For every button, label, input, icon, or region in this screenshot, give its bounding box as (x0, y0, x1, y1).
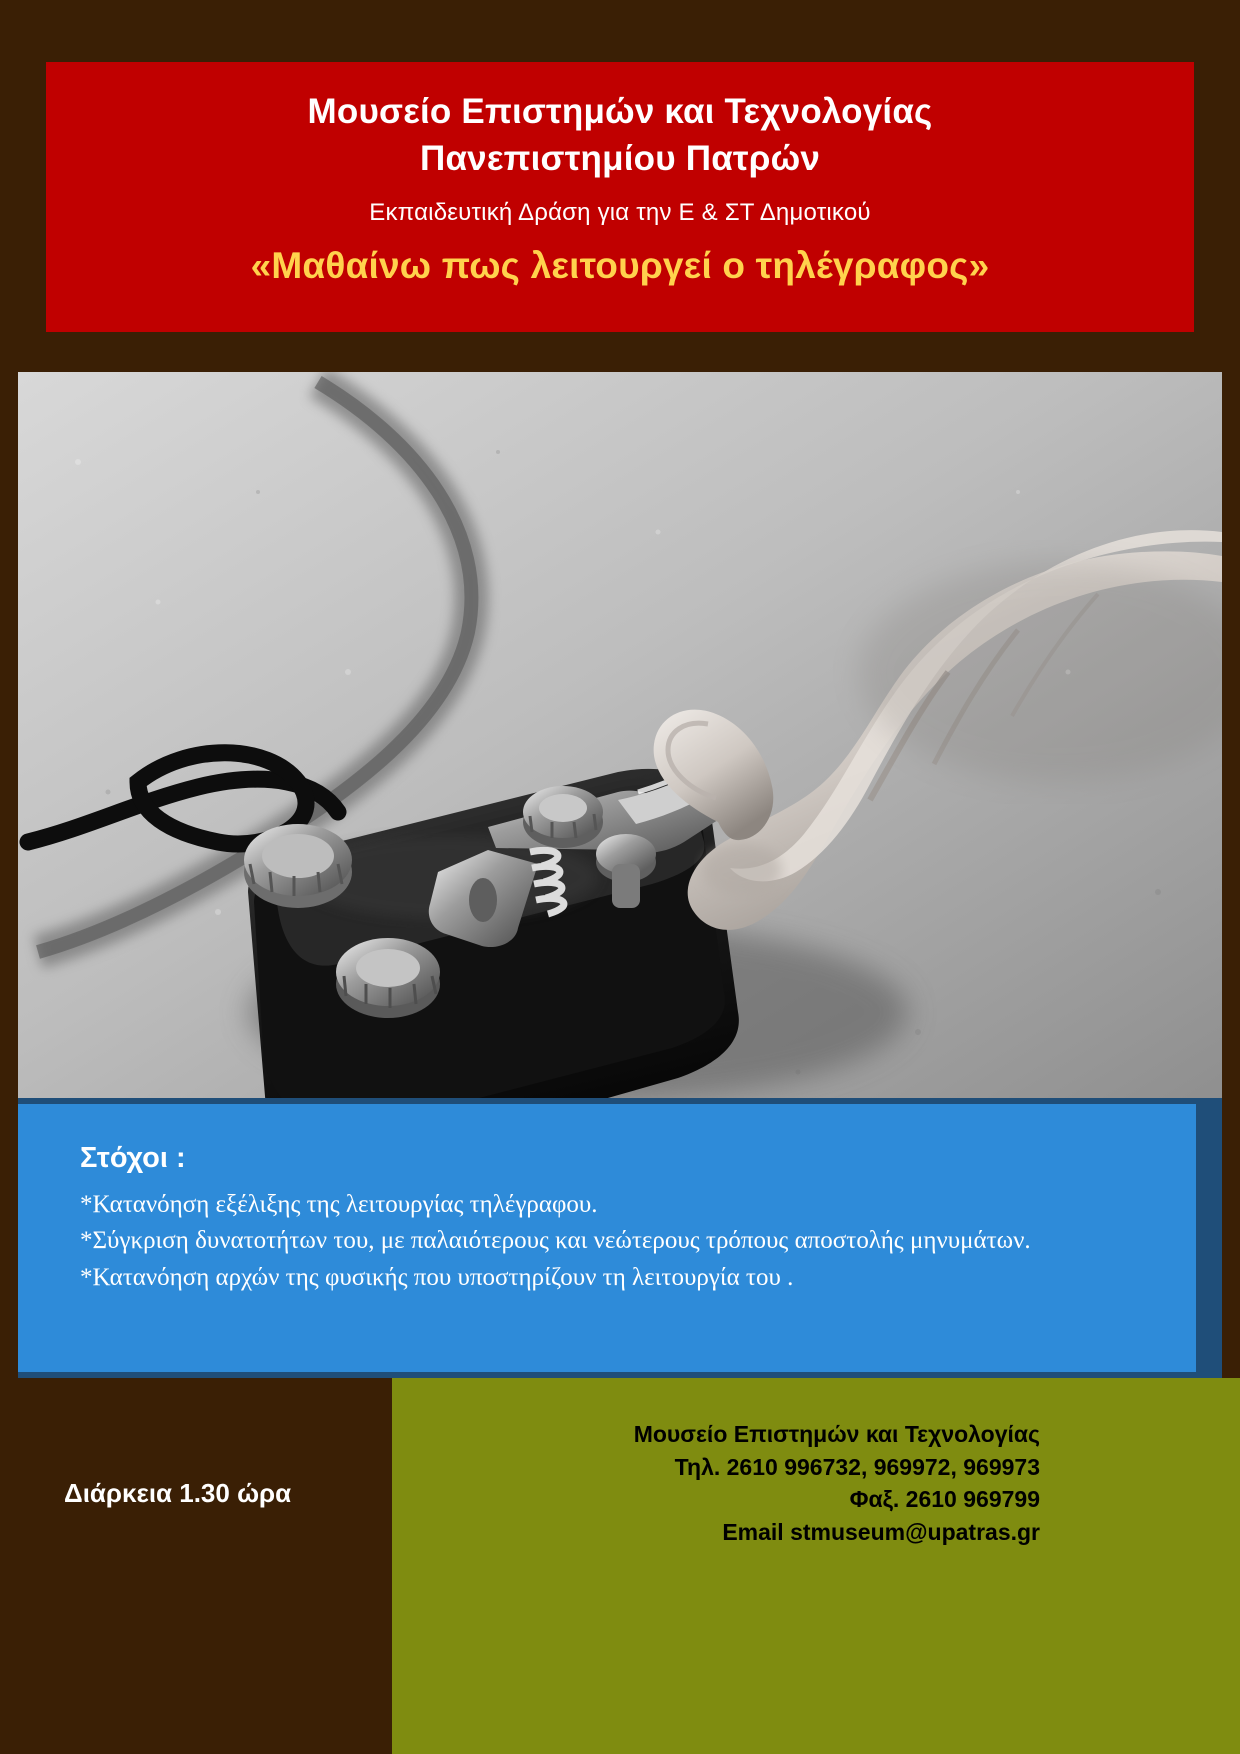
contact-museum-name: Μουσείο Επιστημών και Τεχνολογίας (633, 1421, 1040, 1447)
poster-title: «Μαθαίνω πως λειτουργεί ο τηλέγραφος» (250, 244, 990, 286)
goals-heading: Στόχοι : (80, 1142, 186, 1174)
goal-item-2: *Σύγκριση δυνατοτήτων του, με παλαιότερους και νεώτερους τρόπους αποστολής μηνυμάτων. (80, 1227, 1031, 1255)
museum-name-line-1: Μουσείο Επιστημών και Τεχνολογίας (307, 92, 933, 131)
contact-fax: Φαξ. 2610 969799 (849, 1486, 1040, 1513)
telegraph-photo (18, 372, 1222, 1102)
contact-email: Email stmuseum@upatras.gr (722, 1518, 1040, 1545)
goal-item-3: *Κατανόηση αρχών της φυσικής που υποστηρίζουν τη λειτουργία του . (80, 1263, 794, 1291)
footer-left-block (0, 1378, 392, 1754)
telegraph-photo-illustration (18, 372, 1222, 1102)
activity-subtitle: Εκπαιδευτική Δράση για την Ε & ΣΤ Δημοτικού (369, 198, 871, 226)
museum-name-line-2: Πανεπιστημίου Πατρών (419, 139, 821, 179)
duration-label: Διάρκεια 1.30 ώρα (64, 1478, 292, 1508)
contact-phone: Τηλ. 2610 996732, 969972, 969973 (674, 1453, 1040, 1480)
goal-item-1: *Κατανόηση εξέλιξης της λειτουργίας τηλέγραφου. (80, 1191, 598, 1218)
contact-block (420, 1418, 1040, 1549)
header-banner (46, 62, 1194, 332)
goals-panel (18, 1104, 1196, 1372)
